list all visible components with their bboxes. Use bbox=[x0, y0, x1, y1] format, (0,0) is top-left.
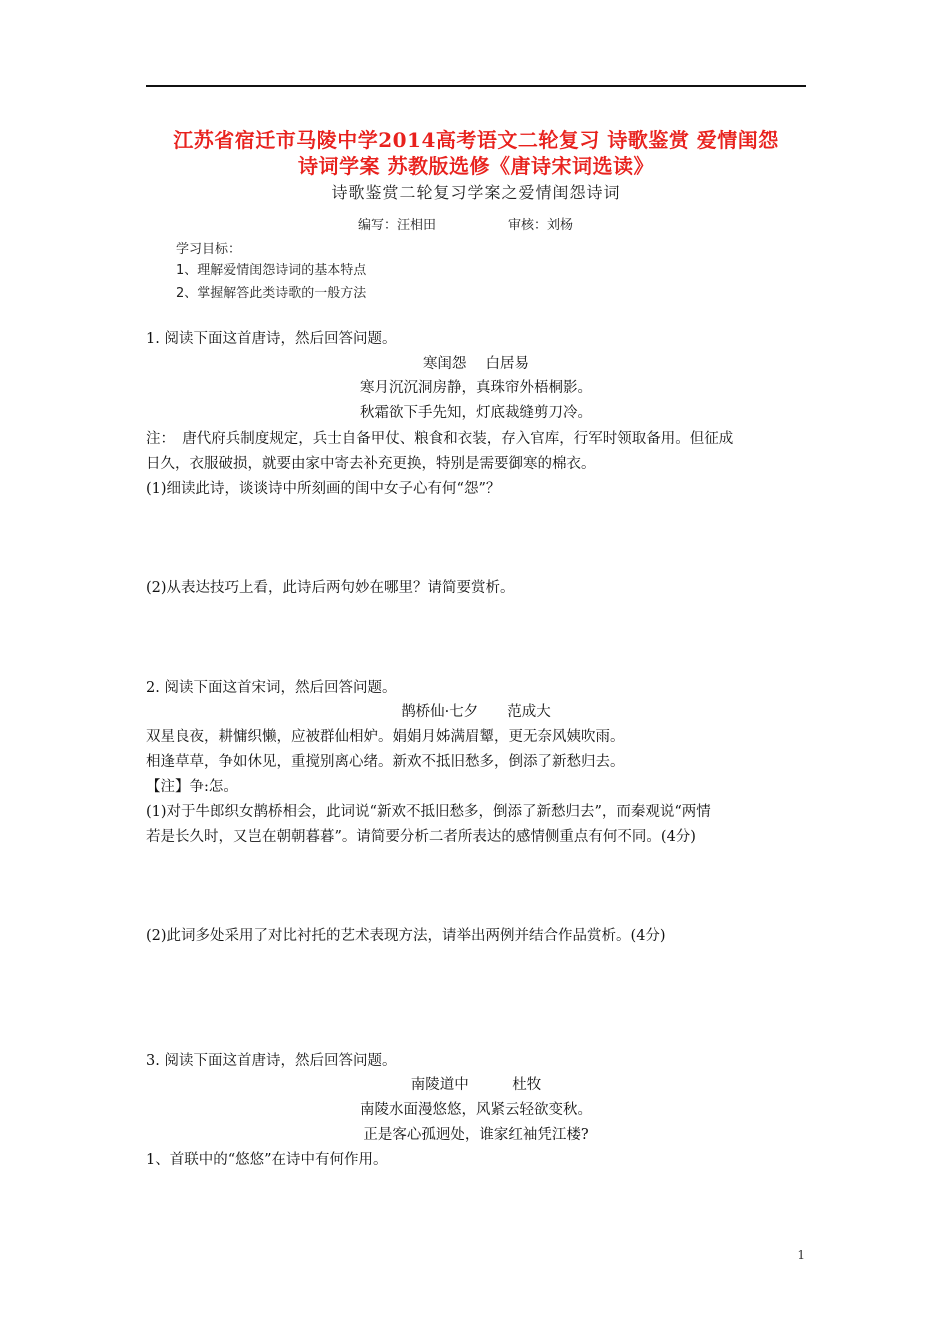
q2-poem-line: 双星良夜，耕慵织懒，应被群仙相妒。娟娟月姊满眉颦，更无奈风姨吹雨。 bbox=[146, 729, 625, 745]
reviewer-label: 审核：刘杨 bbox=[508, 218, 574, 233]
document-title-line2: 诗词学案 苏教版选修《唐诗宋词选读》 bbox=[298, 154, 654, 178]
q1-note: 日久，衣服破损，就要由家中寄去补充更换，特别是需要御寒的棉衣。 bbox=[146, 456, 596, 472]
goal-item: 2、掌握解答此类诗歌的一般方法 bbox=[176, 286, 367, 301]
q3-subquestion-1: 1、首联中的“悠悠”在诗中有何作用。 bbox=[146, 1152, 388, 1168]
q2-note: 【注】争:怎。 bbox=[146, 779, 238, 795]
goal-item: 1、理解爱情闺怨诗词的基本特点 bbox=[176, 263, 367, 278]
q2-subquestion-2: (2)此词多处采用了对比衬托的艺术表现方法，请举出两例并结合作品赏析。(4分) bbox=[146, 928, 666, 944]
q2-intro: 2. 阅读下面这首宋词，然后回答问题。 bbox=[146, 680, 397, 696]
q1-poem-title: 寒闺怨 白居易 bbox=[422, 356, 530, 372]
page-number: 1 bbox=[797, 1248, 805, 1262]
author-label: 编写：汪相田 bbox=[358, 218, 437, 233]
q3-poem-line: 正是客心孤迥处，谁家红袖凭江楼? bbox=[363, 1127, 589, 1143]
goals-heading: 学习目标： bbox=[176, 242, 242, 257]
header-rule bbox=[146, 85, 806, 87]
document-subtitle: 诗歌鉴赏二轮复习学案之爱情闺怨诗词 bbox=[331, 183, 621, 202]
q1-intro: 1. 阅读下面这首唐诗，然后回答问题。 bbox=[146, 331, 397, 347]
q1-note: 注： 唐代府兵制度规定，兵士自备甲仗、粮食和衣装，存入官库，行军时领取备用。但征成 bbox=[146, 431, 734, 447]
q1-poem-line: 秋霜欲下手先知，灯底裁缝剪刀冷。 bbox=[360, 405, 592, 421]
q3-poem-title: 南陵道中 杜牧 bbox=[410, 1077, 542, 1093]
q2-poem-title: 鹊桥仙·七夕 范成大 bbox=[401, 704, 551, 720]
q1-subquestion-2: (2)从表达技巧上看，此诗后两句妙在哪里？请简要赏析。 bbox=[146, 580, 515, 596]
q3-intro: 3. 阅读下面这首唐诗，然后回答问题。 bbox=[146, 1053, 397, 1069]
q3-poem-line: 南陵水面漫悠悠，风紧云轻欲变秋。 bbox=[360, 1102, 592, 1118]
q2-subquestion-1-cont: 若是长久时，又岂在朝朝暮暮”。请简要分析二者所表达的感情侧重点有何不同。(4分) bbox=[146, 829, 696, 845]
q2-poem-line: 相逢草草，争如休见，重搅别离心绪。新欢不抵旧愁多，倒添了新愁归去。 bbox=[146, 754, 625, 770]
q1-poem-line: 寒月沉沉洞房静，真珠帘外梧桐影。 bbox=[360, 380, 592, 396]
document-title-line1: 江苏省宿迁市马陵中学2014高考语文二轮复习 诗歌鉴赏 爱情闺怨 bbox=[173, 128, 779, 152]
q1-subquestion-1: (1)细读此诗，谈谈诗中所刻画的闺中女子心有何“怨”？ bbox=[146, 481, 501, 497]
q2-subquestion-1: (1)对于牛郎织女鹊桥相会，此词说“新欢不抵旧愁多，倒添了新愁归去”，而秦观说“两情 bbox=[146, 804, 711, 820]
